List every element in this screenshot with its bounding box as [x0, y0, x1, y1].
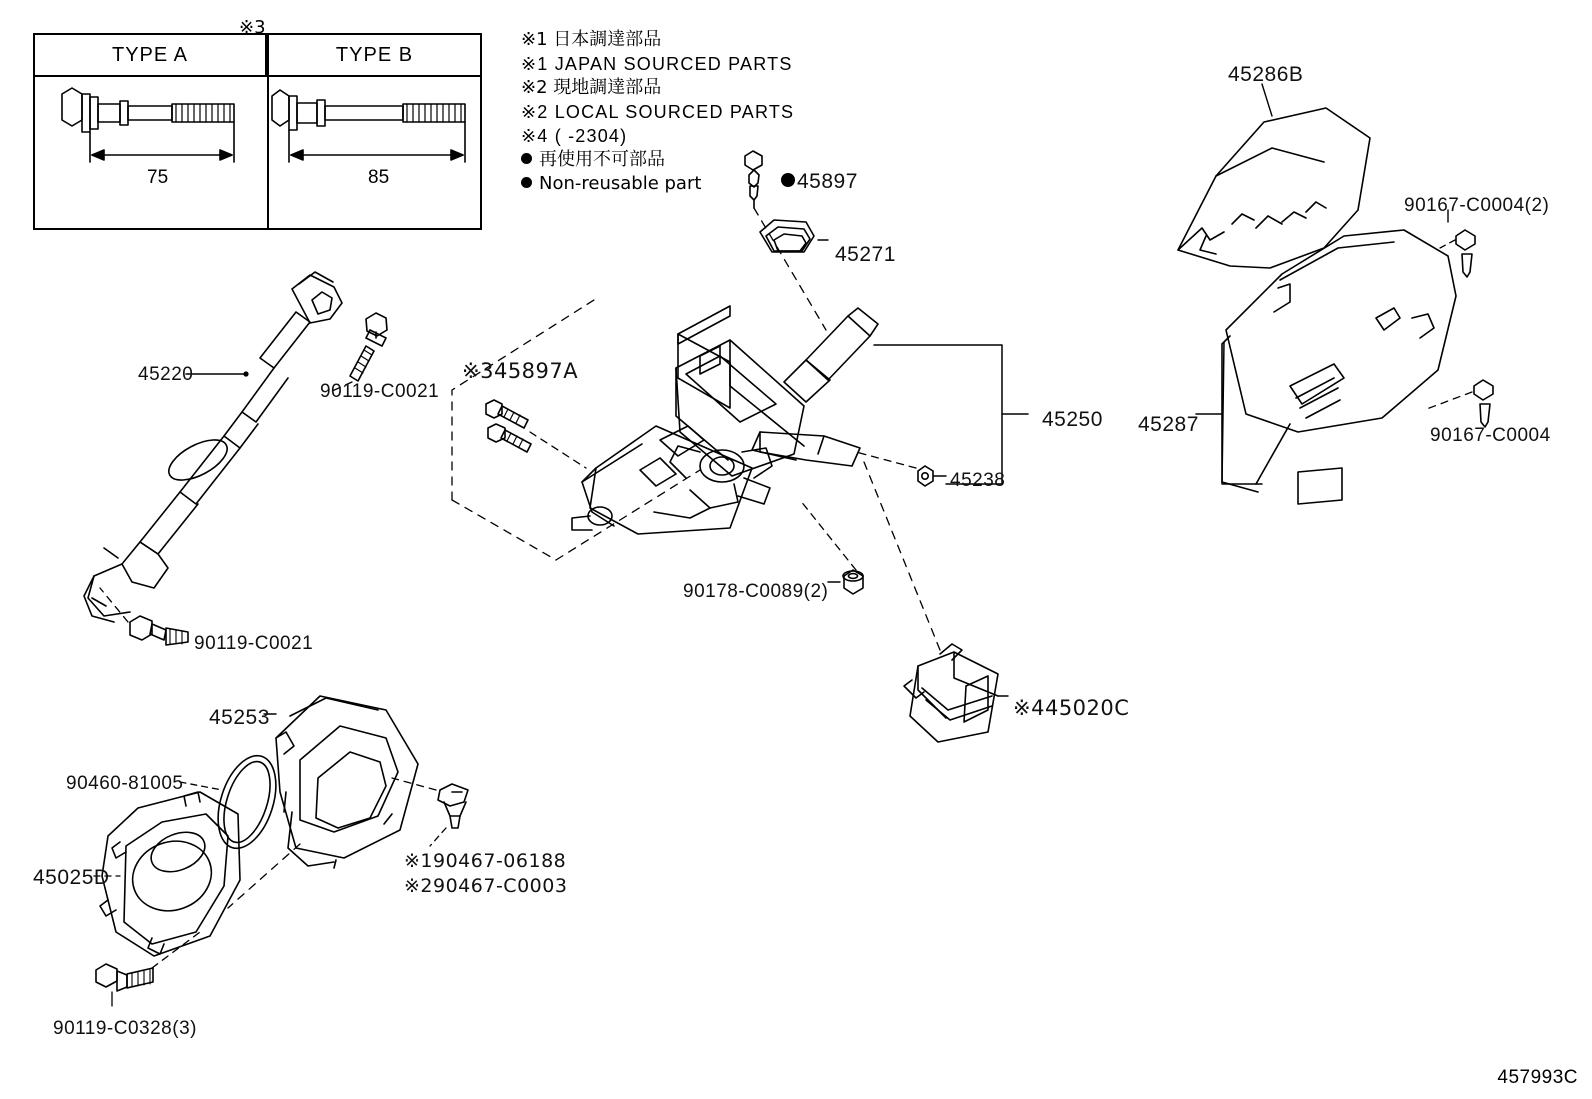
legend-row-3: ※2 LOCAL SOURCED PARTS: [521, 102, 795, 122]
type-table-divider-vertical: [267, 35, 269, 228]
clip-90467: [438, 784, 468, 828]
callout-45286b: 45286B: [1228, 63, 1304, 86]
callout-90119-c0021-lower: 90119-C0021: [194, 633, 314, 654]
type-table-header-b: TYPE B: [335, 44, 414, 66]
type-a-length-label: 75: [147, 167, 169, 188]
callout-45897: 45897: [797, 170, 858, 193]
dashed-region-45897a: [452, 300, 700, 560]
callout-90467-c0003: ※290467-C0003: [404, 875, 568, 897]
legend-row-5: [521, 148, 851, 172]
legend-row-5-label: 再使用不可部品: [539, 149, 665, 170]
clamp-ring-90460-81005: [207, 748, 286, 855]
upper-column-cover-45286b: [1178, 108, 1370, 268]
bracket-45287: [1196, 342, 1262, 484]
callout-45025d: 45025D: [33, 866, 110, 889]
callout-45238: 45238: [950, 470, 1006, 491]
callout-45271: 45271: [835, 243, 896, 266]
type-table: [33, 33, 482, 230]
legend-row-4: ※4 ( -2304): [521, 126, 628, 146]
callout-90119-c0021-upper: 90119-C0021: [320, 381, 440, 402]
screw-90167-c0004-lower: [1474, 380, 1493, 427]
nut-45238: [918, 466, 933, 486]
hole-cover-45253: [276, 696, 418, 868]
callout-90467-06188: ※190467-06188: [404, 850, 567, 872]
legend-row-6-label: Non-reusable part: [539, 173, 702, 194]
callout-90178-c0089: 90178-C0089(2): [683, 581, 829, 602]
intermediate-shaft-45220: [84, 272, 342, 622]
clamp-45271: [760, 220, 814, 252]
bolt-90119-c0021-upper: [350, 313, 387, 381]
callout-45220: 45220: [138, 364, 194, 385]
screw-90167-c0004-upper: [1456, 230, 1475, 277]
nut-90178-c0089: [843, 570, 863, 594]
legend-row-1: ※1 JAPAN SOURCED PARTS: [521, 54, 793, 74]
legend-row-0: ※1 日本調達部品: [521, 29, 662, 50]
callout-45287: 45287: [1138, 413, 1199, 436]
callout-90460-81005: 90460-81005: [66, 773, 184, 794]
lower-column-cover-45287: [1222, 230, 1456, 492]
callout-45897a: ※345897A: [462, 359, 579, 383]
callout-90119-c0328: 90119-C0328(3): [53, 1018, 197, 1039]
ignition-lock-45020c: [904, 644, 998, 742]
bolt-90119-c0021-lower: [130, 616, 188, 645]
non-reusable-bullet-icon: [521, 153, 532, 164]
type-table-divider-horizontal: [35, 75, 480, 77]
bolt-45897a: [486, 400, 531, 452]
callout-90167-c0004-2: 90167-C0004(2): [1404, 195, 1550, 216]
callout-90167-c0004: 90167-C0004: [1430, 425, 1551, 446]
type-b-length-label: 85: [368, 167, 390, 188]
column-hole-cover-45025d: [100, 792, 240, 956]
non-reusable-bullet-icon-2: [521, 177, 532, 188]
steering-column-45250: [572, 306, 878, 534]
callout-45250: 45250: [1042, 408, 1103, 431]
type-table-star-marker: ※3: [239, 17, 266, 38]
callout-45020c: ※445020C: [1013, 696, 1130, 720]
callout-45253: 45253: [209, 706, 270, 729]
bolt-90119-c0328: [96, 964, 153, 991]
legend-row-2: ※2 現地調達部品: [521, 77, 662, 98]
cover-insert-tab: [1298, 468, 1342, 504]
type-table-header-a: TYPE A: [35, 35, 267, 75]
diagram-footer-code: 457993C: [1497, 1067, 1578, 1088]
